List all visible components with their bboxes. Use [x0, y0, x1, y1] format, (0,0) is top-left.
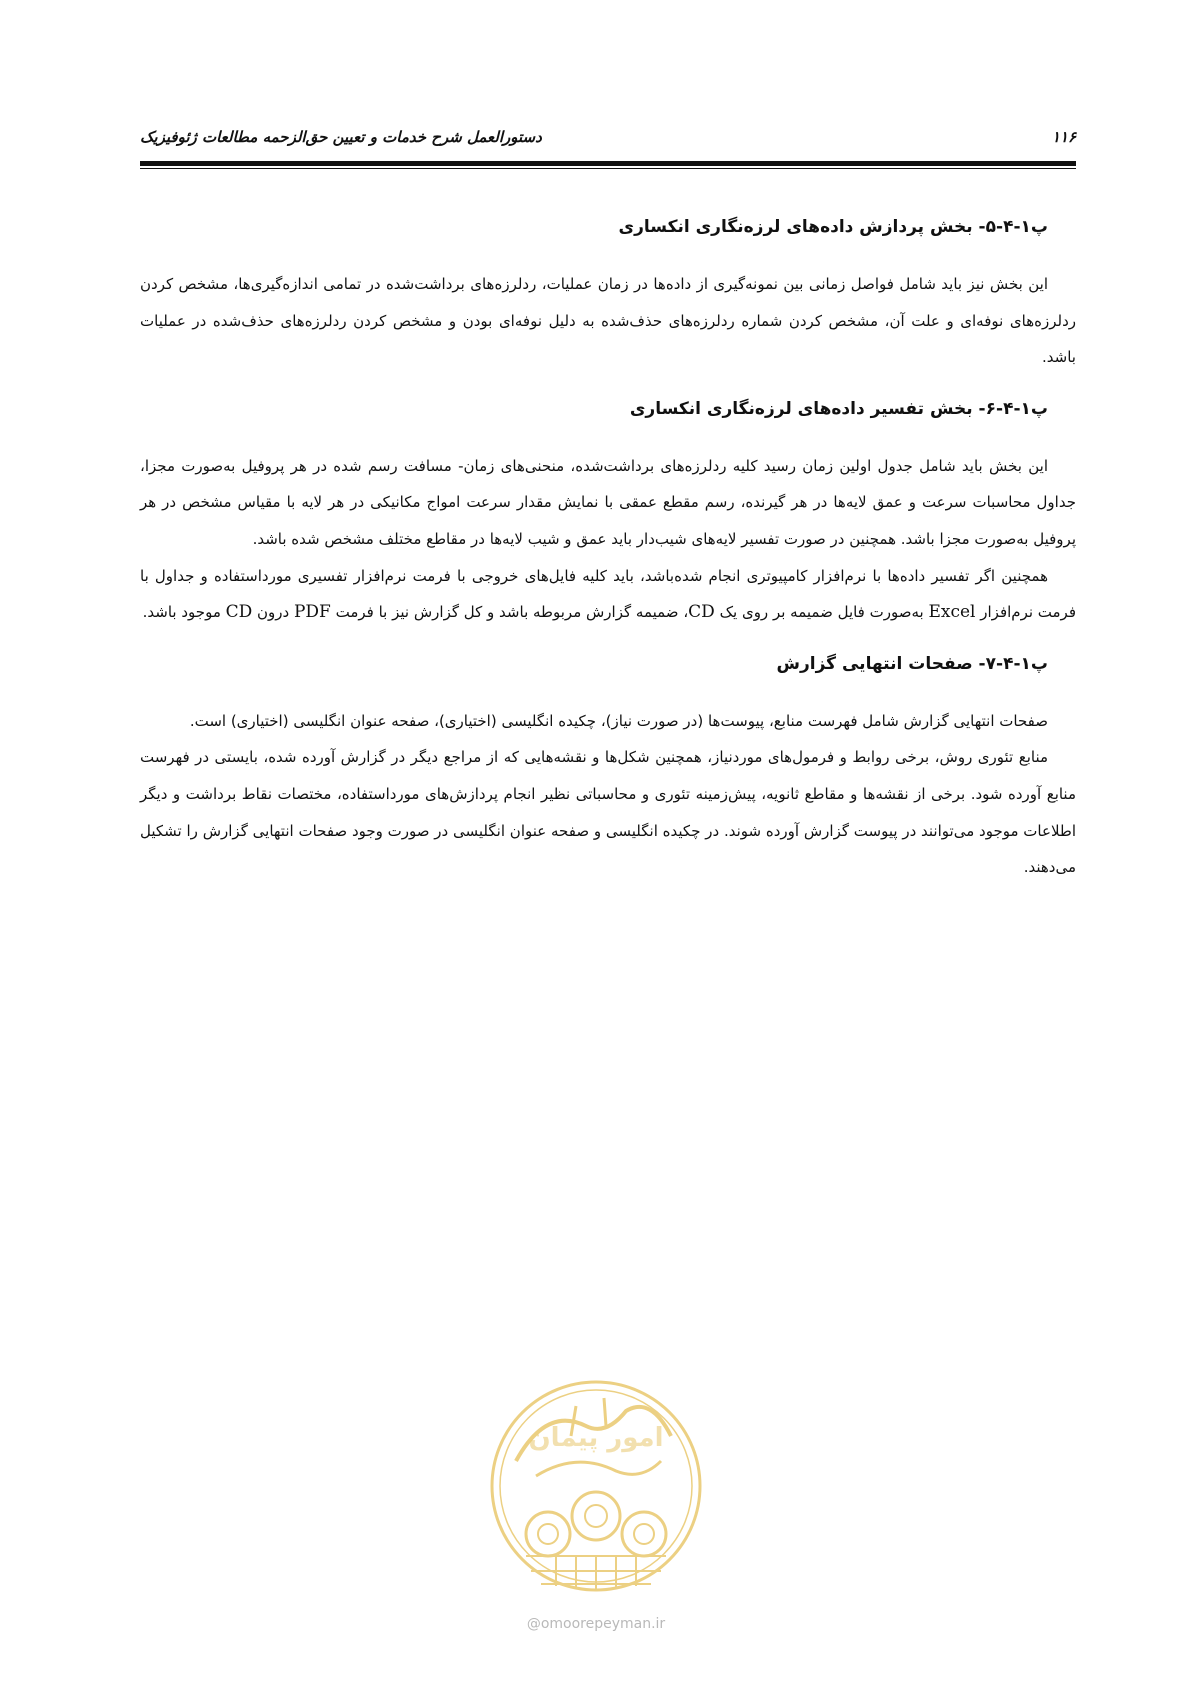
latin-term: CD: [688, 602, 715, 623]
paragraph: این بخش باید شامل جدول اولین زمان رسید کلیه ردلرزه‌های برداشت‌شده، منحنی‌های زمان- مسافت رسم شده در هر پروفیل به‌صورت مجزا، جداول محاسبات سرعت و عمق لایه‌ها در هر گیرنده، رسم مقطع عمقی با نمایش مقدار سرعت امواج مکانیکی در هر لایه با مقیاس مشخص در هر پروفیل به‌صورت مجزا باشد. همچنین در صورت تفسیر لایه‌های شیب‌دار باید عمق و شیب لایه‌ها در مقاطع مختلف مشخص شده باشد.: [140, 456, 1076, 548]
section-interpretation: [140, 394, 1076, 631]
header-rule-thin: [140, 168, 1076, 169]
latin-term: PDF: [293, 602, 331, 623]
page-number: ۱۱۶: [1051, 128, 1076, 146]
paragraph: همچنین اگر تفسیر داده‌ها با نرم‌افزار کامپیوتری انجام شده‌باشد، باید کلیه فایل‌های خروجی با فرمت نرم‌افزار تفسیری مورداستفاده و جداول با فرمت نرم‌افزار Excel به‌صورت فایل ضمیمه بر روی یک CD، ضمیمه گزارش مربوطه باشد و کل گزارش نیز با فرمت PDF درون CD موجود باشد.: [140, 566, 1076, 623]
paragraph: منابع تئوری روش، برخی روابط و فرمول‌های موردنیاز، همچنین شکل‌ها و نقشه‌هایی که از مراجع دیگر در گزارش آورده شده، بایستی در فهرست منابع آورده شود. برخی از نقشه‌ها و مقاطع ثانویه، پیش‌زمینه تئوری و محاسباتی نظیر انجام پردازش‌های مورداستفاده، مختصات نقاط برداشت و دیگر اطلاعات موجود می‌توانند در پیوست گزارش آورده شوند. در چکیده انگلیسی و صفحه عنوان انگلیسی در صورت وجود صفحات انتهایی گزارش را تشکیل می‌دهند.: [140, 748, 1076, 877]
latin-term: CD: [225, 602, 253, 623]
page-header: [140, 128, 1076, 158]
paragraph: صفحات انتهایی گزارش شامل فهرست منابع، پیوست‌ها (در صورت نیاز)، چکیده انگلیسی (اختیاری)، صفحه عنوان انگلیسی (اختیاری) است.: [189, 711, 1048, 730]
section-heading: پ۱-۴-۶- بخش تفسیر داده‌های لرزه‌نگاری انکساری: [629, 398, 1048, 419]
section-end-pages: [140, 649, 1076, 886]
section-processing: [140, 212, 1076, 376]
section-heading: پ۱-۴-۵- بخش پردازش داده‌های لرزه‌نگاری انکساری: [618, 217, 1048, 237]
watermark-url: @omoorepeyman.ir: [526, 1616, 666, 1632]
latin-term: Excel: [928, 602, 976, 623]
section-heading: پ۱-۴-۷- صفحات انتهایی گزارش: [776, 653, 1048, 674]
header-rule-thick: [140, 161, 1076, 166]
header-title: دستورالعمل شرح خدمات و تعیین حق‌الزحمه مطالعات ژئوفیزیک: [140, 128, 542, 146]
watermark-logo-icon: [476, 1366, 716, 1616]
watermark: [476, 1366, 716, 1646]
paragraph: این بخش نیز باید شامل فواصل زمانی بین نمونه‌گیری از داده‌ها در زمان عملیات، ردلرزه‌های برداشت‌شده در تمامی اندازه‌گیری‌ها، مشخص کردن ردلرزه‌های نوفه‌ای و علت آن، مشخص کردن شماره ردلرزه‌های حذف‌شده به دلیل نوفه‌ای بودن و مشخص کردن ردلرزه‌های حذف‌شده در عملیات باشد.: [140, 275, 1076, 367]
document-body: [140, 212, 1076, 886]
watermark-logo-text: امور پیمان: [528, 1423, 664, 1453]
